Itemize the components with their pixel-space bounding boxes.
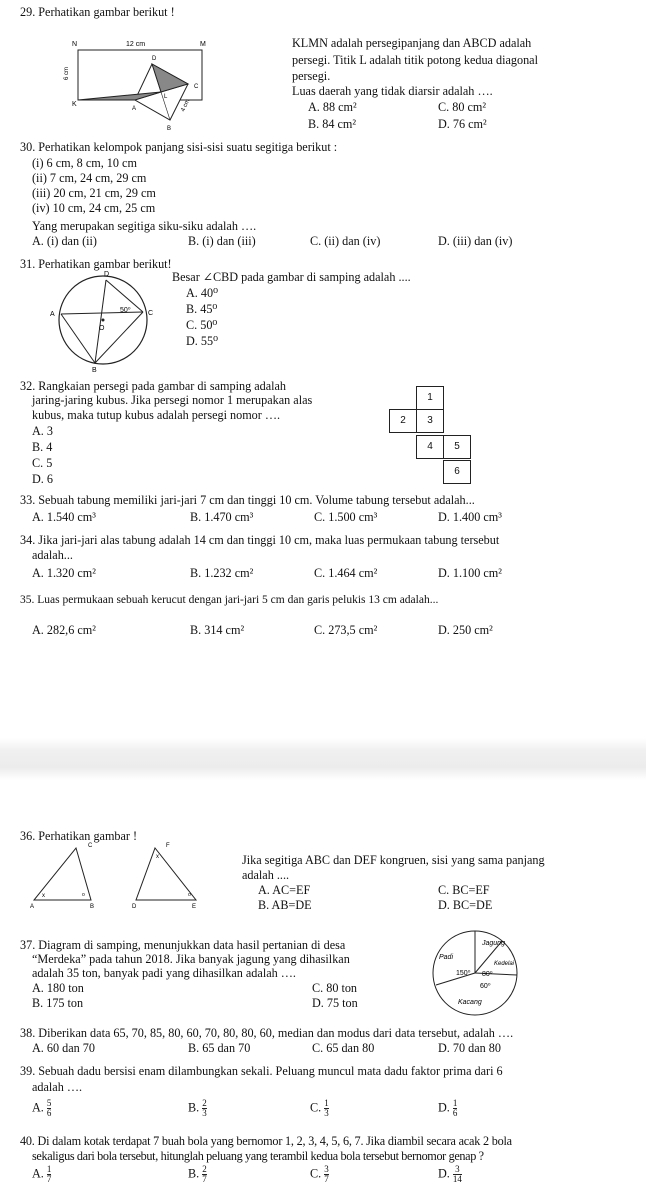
q31-option-b[interactable]: B. 45⁰ <box>186 302 218 316</box>
q38-title: 38. Diberikan data 65, 70, 85, 80, 60, 70, 80, 80, 60, median dan modus dari data tersebut, adalah …. <box>20 1026 514 1040</box>
q32-line1: 32. Rangkaian persegi pada gambar di samping adalah <box>20 379 287 393</box>
q36-line1: Jika segitiga ABC dan DEF kongruen, sisi yang sama panjang <box>242 853 545 867</box>
q39-option-b[interactable] <box>188 1099 207 1118</box>
q29-title: 29. Perhatikan gambar berikut ! <box>20 5 175 19</box>
q39-option-c-num: 1 <box>324 1098 329 1108</box>
q32-option-b[interactable]: B. 4 <box>32 440 53 454</box>
q37-angle-80: 80⁰ <box>482 971 493 978</box>
q31-option-a[interactable]: A. 40⁰ <box>186 286 218 300</box>
q37-angle-150: 150⁰ <box>456 970 471 977</box>
q40-option-b-den: 7 <box>202 1174 207 1184</box>
q40-line2: sekaligus dari bola tersebut, hitunglah peluang yang terambil kedua bola tersebut bernomor genap ? <box>32 1149 484 1163</box>
q35-title: 35. Luas permukaan sebuah kerucut dengan jari-jari 5 cm dan garis pelukis 13 cm adalah... <box>20 594 439 606</box>
q39-option-c-letter: C. <box>310 1100 322 1115</box>
q40-option-c-num: 3 <box>324 1164 329 1174</box>
q31-label-C: C <box>148 310 154 317</box>
q29-text1: KLMN adalah persegipanjang dan ABCD adalah <box>292 36 532 50</box>
q30-item-iii: (iii) 20 cm, 21 cm, 29 cm <box>32 186 156 200</box>
q37-line3: adalah 35 ton, banyak padi yang dihasilkan adalah …. <box>32 966 296 980</box>
q36-option-a[interactable]: A. AC=EF <box>258 883 311 897</box>
q37-angle-60: 60⁰ <box>480 983 491 990</box>
q29-text3: persegi. <box>292 69 331 83</box>
q34-line1: 34. Jika jari-jari alas tabung adalah 14 cm dan tinggi 10 cm, maka luas permukaan tabung tersebut <box>20 533 500 547</box>
q29-text2: persegi. Titik L adalah titik potong kedua diagonal <box>292 53 538 67</box>
net-square-5: 5 <box>443 435 471 459</box>
q40-option-b-letter: B. <box>188 1166 200 1181</box>
q36-mark-x-left: x <box>42 893 45 899</box>
q29-label-left: 6 cm <box>64 66 70 80</box>
net-square-3: 3 <box>416 409 444 433</box>
q36-mark-o-left: o <box>82 892 85 898</box>
q29-label-L: L <box>164 94 168 100</box>
q29-label-N: N <box>72 41 78 48</box>
q37-option-c[interactable]: C. 80 ton <box>312 981 358 995</box>
q39-option-d-letter: D. <box>438 1100 450 1115</box>
q35-option-a[interactable]: A. 282,6 cm² <box>32 623 96 637</box>
q39-option-c-den: 3 <box>324 1108 329 1118</box>
q33-option-d[interactable]: D. 1.400 cm³ <box>438 510 502 524</box>
q34-option-a[interactable]: A. 1.320 cm² <box>32 566 96 580</box>
q31-question: Besar ∠CBD pada gambar di samping adalah .... <box>172 270 411 284</box>
q34-line2: adalah... <box>32 548 73 562</box>
q31-option-d[interactable]: D. 55⁰ <box>186 334 218 348</box>
q32-line2: jaring-jaring kubus. Jika persegi nomor 1 merupakan alas <box>32 393 313 407</box>
q39-option-b-num: 2 <box>202 1098 207 1108</box>
q39-option-a-num: 5 <box>46 1098 52 1108</box>
q29-label-K: K <box>72 101 77 108</box>
q31-label-D: D <box>104 271 110 278</box>
q39-option-a-letter: A. <box>32 1100 44 1115</box>
q35-option-d[interactable]: D. 250 cm² <box>438 623 493 637</box>
q34-option-d[interactable]: D. 1.100 cm² <box>438 566 502 580</box>
q35-option-b[interactable]: B. 314 cm² <box>190 623 245 637</box>
q37-option-d[interactable]: D. 75 ton <box>312 996 358 1010</box>
q31-label-O: O <box>99 325 105 332</box>
q37-option-a[interactable]: A. 180 ton <box>32 981 84 995</box>
q32-option-c[interactable]: C. 5 <box>32 456 53 470</box>
q36-label-A: A <box>30 904 35 910</box>
q37-label-kacang: Kacang <box>458 999 482 1006</box>
q33-option-c[interactable]: C. 1.500 cm³ <box>314 510 378 524</box>
q38-option-d[interactable]: D. 70 dan 80 <box>438 1041 501 1055</box>
q38-option-a[interactable]: A. 60 dan 70 <box>32 1041 95 1055</box>
q40-option-a-den: 7 <box>46 1174 52 1184</box>
q30-option-c[interactable]: C. (ii) dan (iv) <box>310 234 381 248</box>
q31-label-angle: 50⁰ <box>120 307 131 314</box>
q37-line2: “Merdeka” pada tahun 2018. Jika banyak jagung yang dihasilkan <box>32 952 350 966</box>
q40-option-d-letter: D. <box>438 1166 450 1181</box>
q34-option-c[interactable]: C. 1.464 cm² <box>314 566 378 580</box>
q37-label-kedelai: Kedelai <box>494 961 515 967</box>
net-square-6: 6 <box>443 460 471 484</box>
q33-title: 33. Sebuah tabung memiliki jari-jari 7 cm dan tinggi 10 cm. Volume tabung tersebut adalah... <box>20 493 475 507</box>
q30-item-iv: (iv) 10 cm, 24 cm, 25 cm <box>32 201 156 215</box>
net-square-1: 1 <box>416 386 444 410</box>
q29-label-M: M <box>200 41 206 48</box>
q37-option-b[interactable]: B. 175 ton <box>32 996 84 1010</box>
q40-option-c-letter: C. <box>310 1166 322 1181</box>
q29-option-d[interactable]: D. 76 cm² <box>438 117 487 131</box>
q30-option-b[interactable]: B. (i) dan (iii) <box>188 234 256 248</box>
q31-label-A: A <box>50 311 55 318</box>
q37-pie-chart <box>430 928 520 1018</box>
q30-option-d[interactable]: D. (iii) dan (iv) <box>438 234 513 248</box>
q31-option-c[interactable]: C. 50⁰ <box>186 318 218 332</box>
q33-option-a[interactable]: A. 1.540 cm³ <box>32 510 96 524</box>
q32-option-a[interactable]: A. 3 <box>32 424 53 438</box>
page-break-band <box>0 738 646 780</box>
q30-item-i: (i) 6 cm, 8 cm, 10 cm <box>32 156 137 170</box>
q36-option-c[interactable]: C. BC=EF <box>438 883 490 897</box>
q39-option-a[interactable] <box>32 1099 51 1118</box>
q30-option-a[interactable]: A. (i) dan (ii) <box>32 234 97 248</box>
q30-item-ii: (ii) 7 cm, 24 cm, 29 cm <box>32 171 147 185</box>
q36-mark-x-right: x <box>156 854 159 860</box>
net-square-4: 4 <box>416 435 444 459</box>
q40-option-a-num: 1 <box>46 1164 52 1174</box>
q29-option-c[interactable]: C. 80 cm² <box>438 100 487 114</box>
q39-option-c[interactable] <box>310 1099 329 1118</box>
q36-option-b[interactable]: B. AB=DE <box>258 898 312 912</box>
q32-option-d[interactable]: D. 6 <box>32 472 53 486</box>
q39-line2: adalah …. <box>32 1080 83 1094</box>
q29-option-b[interactable]: B. 84 cm² <box>308 117 357 131</box>
q36-label-F: F <box>166 843 170 849</box>
q29-label-right: 4 cm <box>180 98 192 113</box>
q36-label-C: C <box>88 843 93 849</box>
q36-mark-o-right: o <box>188 892 191 898</box>
q33-option-b[interactable]: B. 1.470 cm³ <box>190 510 254 524</box>
q40-option-d[interactable] <box>438 1165 462 1184</box>
q39-option-d[interactable] <box>438 1099 457 1118</box>
q35-option-c[interactable]: C. 273,5 cm² <box>314 623 378 637</box>
q39-option-b-letter: B. <box>188 1100 200 1115</box>
q34-option-b[interactable]: B. 1.232 cm² <box>190 566 254 580</box>
q40-option-b[interactable] <box>188 1165 207 1184</box>
q40-line1: 40. Di dalam kotak terdapat 7 buah bola yang bernomor 1, 2, 3, 4, 5, 6, 7. Jika diambil secara acak 2 bola <box>20 1134 512 1148</box>
q29-label-C: C <box>194 84 199 90</box>
q37-line1: 37. Diagram di samping, menunjukkan data hasil pertanian di desa <box>20 938 346 952</box>
q40-option-a[interactable] <box>32 1165 51 1184</box>
q29-text4: Luas daerah yang tidak diarsir adalah …. <box>292 84 493 98</box>
q39-option-d-den: 6 <box>452 1108 458 1118</box>
q37-label-padi: Padi <box>439 954 454 961</box>
q29-label-A: A <box>132 106 137 112</box>
q40-option-d-num: 3 <box>453 1165 462 1175</box>
q31-circle-figure <box>48 272 168 372</box>
q39-line1: 39. Sebuah dadu bersisi enam dilambungkan sekali. Peluang muncul mata dadu faktor prima dari 6 <box>20 1064 503 1078</box>
q36-label-D: D <box>132 904 137 910</box>
q29-figure <box>60 34 240 134</box>
q36-triangles-figure <box>28 842 228 910</box>
q29-label-top: 12 cm <box>126 41 146 48</box>
q39-option-d-num: 1 <box>452 1098 458 1108</box>
q38-option-c[interactable]: C. 65 dan 80 <box>312 1041 375 1055</box>
q29-label-D: D <box>152 56 157 62</box>
q40-option-c-den: 7 <box>324 1174 329 1184</box>
q31-title: 31. Perhatikan gambar berikut! <box>20 257 172 271</box>
q37-label-jagung: Jagung <box>482 940 505 947</box>
net-square-2: 2 <box>389 409 417 433</box>
q38-option-b[interactable]: B. 65 dan 70 <box>188 1041 251 1055</box>
q40-option-a-letter: A. <box>32 1166 44 1181</box>
q36-option-d[interactable]: D. BC=DE <box>438 898 493 912</box>
q39-option-b-den: 3 <box>202 1108 207 1118</box>
q36-line2: adalah .... <box>242 868 290 882</box>
q36-title: 36. Perhatikan gambar ! <box>20 829 138 843</box>
q29-label-B: B <box>167 126 172 132</box>
q31-label-B: B <box>92 367 97 374</box>
q40-option-d-den: 14 <box>452 1174 462 1184</box>
q30-title: 30. Perhatikan kelompok panjang sisi-sisi suatu segitiga berikut : <box>20 140 338 154</box>
q40-option-b-num: 2 <box>202 1164 207 1174</box>
q29-option-a[interactable]: A. 88 cm² <box>308 100 357 114</box>
q40-option-c[interactable] <box>310 1165 329 1184</box>
q30-question: Yang merupakan segitiga siku-siku adalah …. <box>32 219 257 233</box>
q39-option-a-den: 6 <box>46 1108 52 1118</box>
q36-label-E: E <box>192 904 197 910</box>
q32-line3: kubus, maka tutup kubus adalah persegi nomor …. <box>32 408 281 422</box>
q36-label-B: B <box>90 904 95 910</box>
